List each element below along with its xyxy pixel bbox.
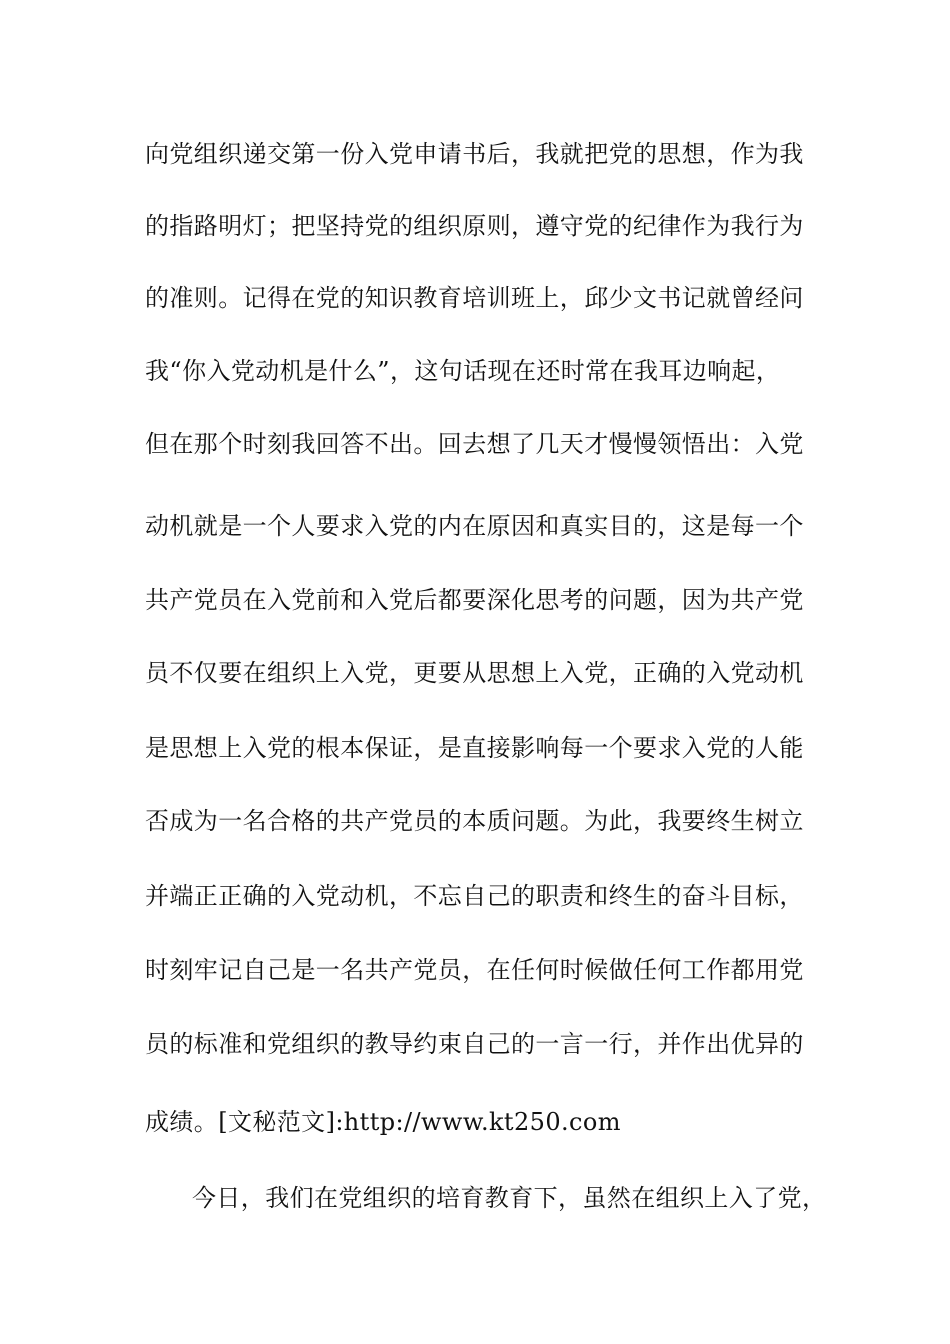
text-line: 员不仅要在组织上入党，更要从思想上入党，正确的入党动机 [145, 659, 804, 687]
text-line: 的指路明灯；把坚持党的组织原则，遵守党的纪律作为我行为 [145, 212, 804, 240]
text-line: 员的标准和党组织的教导约束自己的一言一行，并作出优异的 [145, 1030, 804, 1058]
text-line: 动机就是一个人要求入党的内在原因和真实目的，这是每一个 [145, 512, 804, 540]
paragraph-first-line: 今日，我们在党组织的培育教育下，虽然在组织上入了党， [192, 1184, 827, 1212]
text-line: 的准则。记得在党的知识教育培训班上，邱少文书记就曾经问 [145, 284, 804, 312]
text-line: 否成为一名合格的共产党员的本质问题。为此，我要终生树立 [145, 807, 804, 835]
text-line: 我“你入党动机是什么”，这句话现在还时常在我耳边响起， [145, 357, 781, 385]
text-line: 成绩。[文秘范文]:http://www.kt250.com [145, 1108, 621, 1136]
text-line: 共产党员在入党前和入党后都要深化思考的问题，因为共产党 [145, 586, 804, 614]
text-line: 是思想上入党的根本保证，是直接影响每一个要求入党的人能 [145, 734, 804, 762]
text-line: 时刻牢记自己是一名共产党员，在任何时候做任何工作都用党 [145, 956, 804, 984]
text-line: 但在那个时刻我回答不出。回去想了几天才慢慢领悟出：入党 [145, 430, 804, 458]
text-line: 向党组织递交第一份入党申请书后，我就把党的思想，作为我 [145, 140, 804, 168]
text-line: 并端正正确的入党动机，不忘自己的职责和终生的奋斗目标， [145, 882, 804, 910]
